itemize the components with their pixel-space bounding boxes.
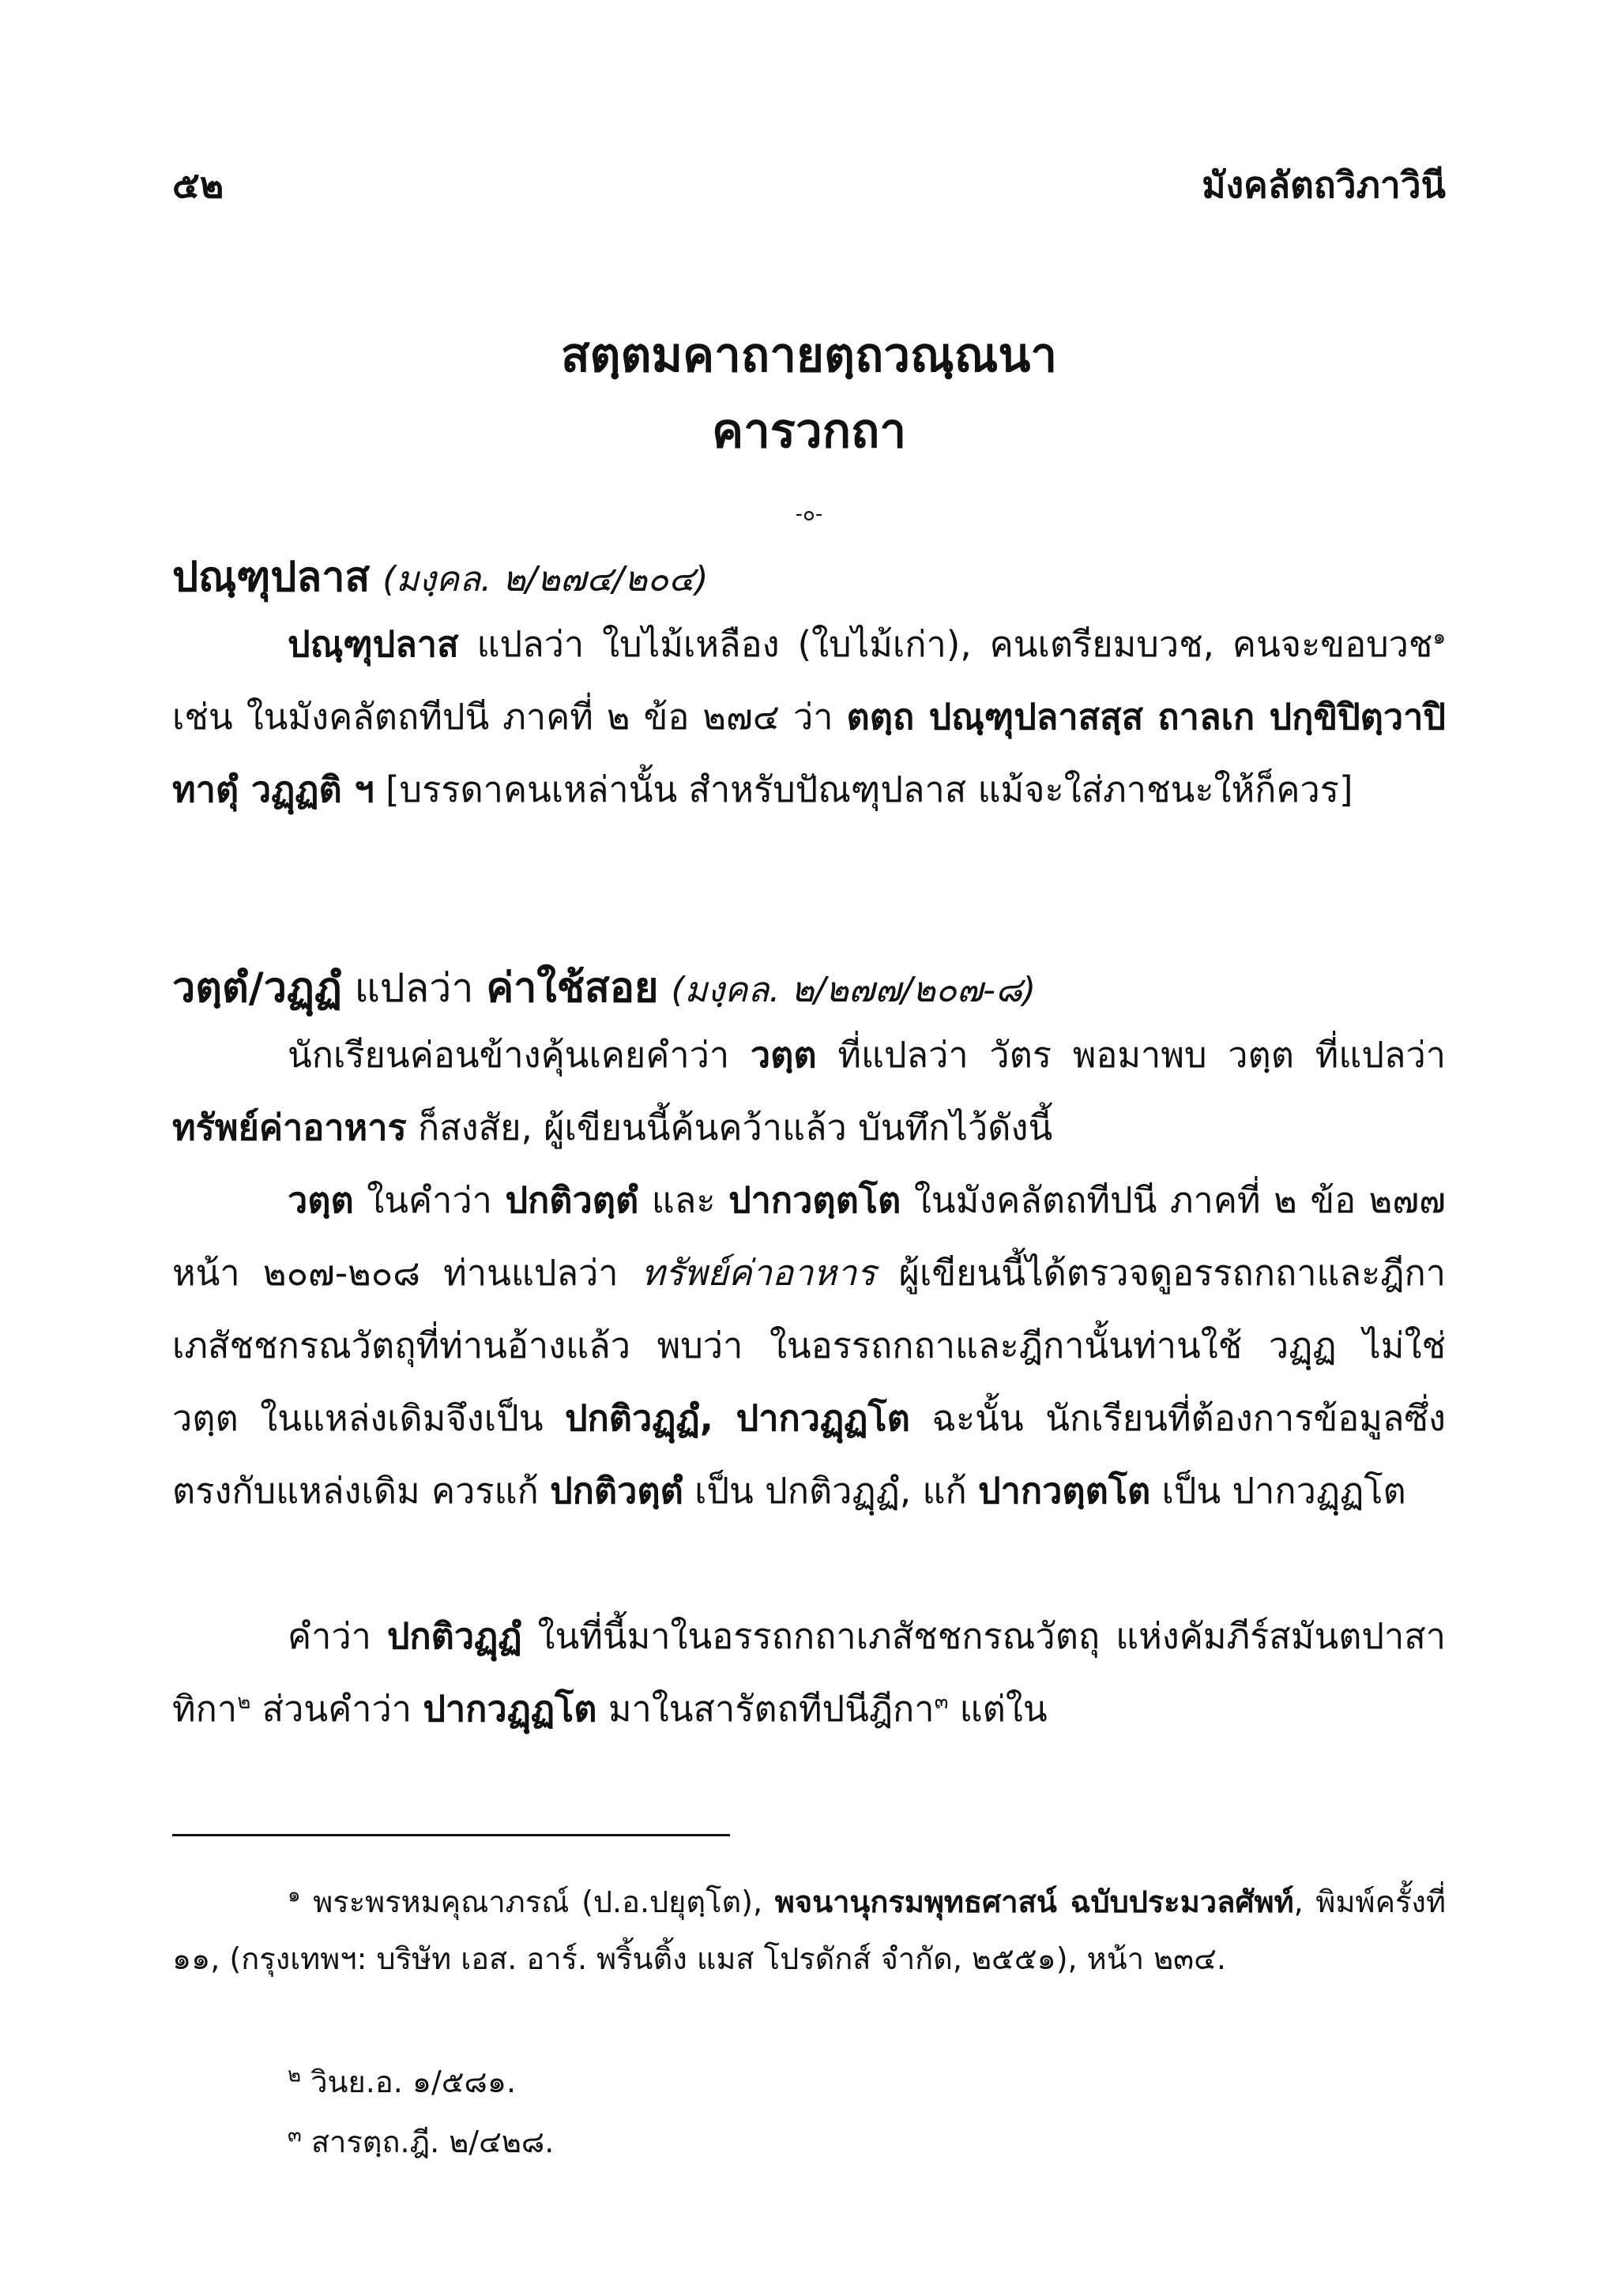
bold-term: ปกติวฏฺฏํ (386, 1615, 522, 1657)
entry-reference: (มงฺคล. ๒/๒๗๗/๒๐๗-๘) (671, 970, 1037, 1010)
paragraph-text: ที่แปลว่า วัตร พอมาพบ วตฺต ที่แปลว่า (816, 1034, 1447, 1076)
footnote-2 (172, 2054, 1446, 2110)
paragraph-text: ก็สงสัย, ผู้เขียนนี้ค้นคว้าแล้ว บันทึกไว้ดังนี้ (406, 1107, 1053, 1148)
footnote-marker: ๑ (288, 1883, 301, 1907)
paragraph-text: แปลว่า ใบไม้เหลือง (ใบไม้เก่า), คนเตรียมบวช, คนจะขอบวช (458, 623, 1433, 665)
footnote-marker: ๑ (1432, 626, 1446, 649)
pali-quote: ตตฺถ ปณฺฑุปลาสสฺส ถาลเก ปกฺขิปิตฺวาปิ ทาตุํ วฏฺฏติ ฯ (172, 696, 1446, 810)
paragraph-text: ส่วนคำว่า (250, 1688, 423, 1730)
bold-term: วตฺต (288, 1179, 354, 1221)
entry-paragraph (172, 1164, 1446, 1528)
footnote-marker: ๒ (237, 1690, 251, 1714)
paragraph-text: คำว่า (288, 1615, 387, 1657)
bold-term: วตฺต (750, 1034, 817, 1076)
page-number: ๕๒ (172, 163, 224, 206)
paragraph-text: ผู้เขียนนี้ได้ตรวจดูอรรถกถาและฎีกาเภสัชชกรณวัตถุที่ท่านอ้างแล้ว พบว่า ในอรรถกถาและฎีกานั้นท่านใช้ วฏฺฏ ไม่ใช่ วตฺต ในแหล่งเดิมจึงเป็น (172, 1252, 1446, 1439)
bold-term: ปกติวฏฺฏํ, ปากวฏฺฏโต (564, 1397, 910, 1439)
paragraph-text: ในมังคลัตถทีปนี ภาคที่ ๒ ข้อ ๒๗๗ หน้า ๒๐๗-๒๐๘ ท่านแปลว่า (172, 1179, 1447, 1294)
paragraph-text: เป็น ปากวฏฺฏโต (1150, 1470, 1406, 1512)
paragraph-text: ในที่นี้มาในอรรถกถาเภสัชชกรณวัตถุ แห่งคัมภีร์สมันตปาสาทิกา (172, 1615, 1446, 1730)
footnote-marker: ๒ (288, 2063, 302, 2087)
bold-term: ปากวตฺตโต (728, 1179, 901, 1221)
paragraph-text: ฉะนั้น นักเรียนที่ต้องการข้อมูลซึ่งตรงกับแหล่งเดิม ควรแก้ (172, 1397, 1446, 1512)
footnote-text: สารตฺถ.ฎี. ๒/๔๒๘. (301, 2125, 555, 2159)
running-title: มังคลัตถวิภาวินี (1202, 163, 1446, 206)
bold-term: ปากวฏฺฏโต (423, 1688, 597, 1730)
footnote-marker: ๓ (934, 1690, 949, 1714)
footnote-marker: ๓ (288, 2123, 302, 2148)
footnote-rule (172, 1834, 730, 1836)
footnote-text: , พิมพ์ครั้งที่ ๑๑, (กรุงเทพฯ: บริษัท เอส. อาร์. พริ้นติ้ง แมส โปรดักส์ จำกัด, ๒๕๕๑), หน้า ๒๓๔. (172, 1885, 1446, 1976)
paragraph-text: นักเรียนค่อนข้างคุ้นเคยคำว่า (288, 1034, 751, 1076)
bold-term: ปณฺฑุปลาส (288, 623, 459, 665)
bold-term: ทรัพย์ค่าอาหาร (172, 1107, 407, 1148)
footnote-3 (172, 2114, 1446, 2170)
footnote-text: วินย.อ. ๑/๕๘๑. (301, 2065, 517, 2099)
paragraph-text: แต่ใน (948, 1688, 1048, 1730)
chapter-title: สตฺตมคาถายตฺถวณฺณนา (560, 328, 1058, 383)
bold-term: ปกติวตฺตํ (505, 1179, 639, 1221)
entry-heading-text: แปลว่า (341, 965, 487, 1011)
paragraph-text: มาในสารัตถทีปนีฎีกา (596, 1688, 935, 1730)
entry-gloss: ค่าใช้สอย (486, 964, 659, 1012)
entry-reference: (มงฺคล. ๒/๒๗๔/๒๐๔) (382, 559, 709, 599)
bold-term: ปากวตฺตโต (978, 1470, 1151, 1512)
entry-headword: ปณฺฑุปลาส (172, 554, 371, 601)
footnote-1 (172, 1873, 1446, 1987)
paragraph-text: เช่น ในมังคลัตถทีปนี ภาคที่ ๒ ข้อ ๒๗๔ ว่า (172, 696, 847, 738)
entry-heading-1 (172, 543, 709, 609)
entry-heading-2 (172, 954, 1036, 1020)
paragraph-text: เป็น ปกติวฏฺฏํ, แก้ (683, 1470, 979, 1512)
bold-term: ปกติวตฺตํ (550, 1470, 683, 1512)
paragraph-text: [บรรดาคนเหล่านั้น สำหรับปัณฑุปลาส แม้จะใส่ภาชนะให้ก็ควร] (374, 768, 1353, 810)
italic-term: ทรัพย์ค่าอาหาร (641, 1252, 876, 1294)
paragraph-text: ในคำว่า (353, 1179, 506, 1221)
footnote-text: พระพรหมคุณาภรณ์ (ป.อ.ปยุตฺโต), (300, 1885, 775, 1919)
entry-paragraph (172, 1600, 1446, 1745)
entry-headword: วตฺตํ/วฏฺฏํ (172, 964, 342, 1012)
entry-paragraph (172, 608, 1446, 826)
section-separator: -๐- (795, 502, 823, 526)
chapter-subtitle: คารวกถา (711, 404, 907, 459)
paragraph-text: และ (638, 1179, 729, 1221)
footnote-book-title: พจนานุกรมพุทธศาสน์ ฉบับประมวลศัพท์ (774, 1885, 1294, 1919)
entry-paragraph (172, 1019, 1446, 1164)
